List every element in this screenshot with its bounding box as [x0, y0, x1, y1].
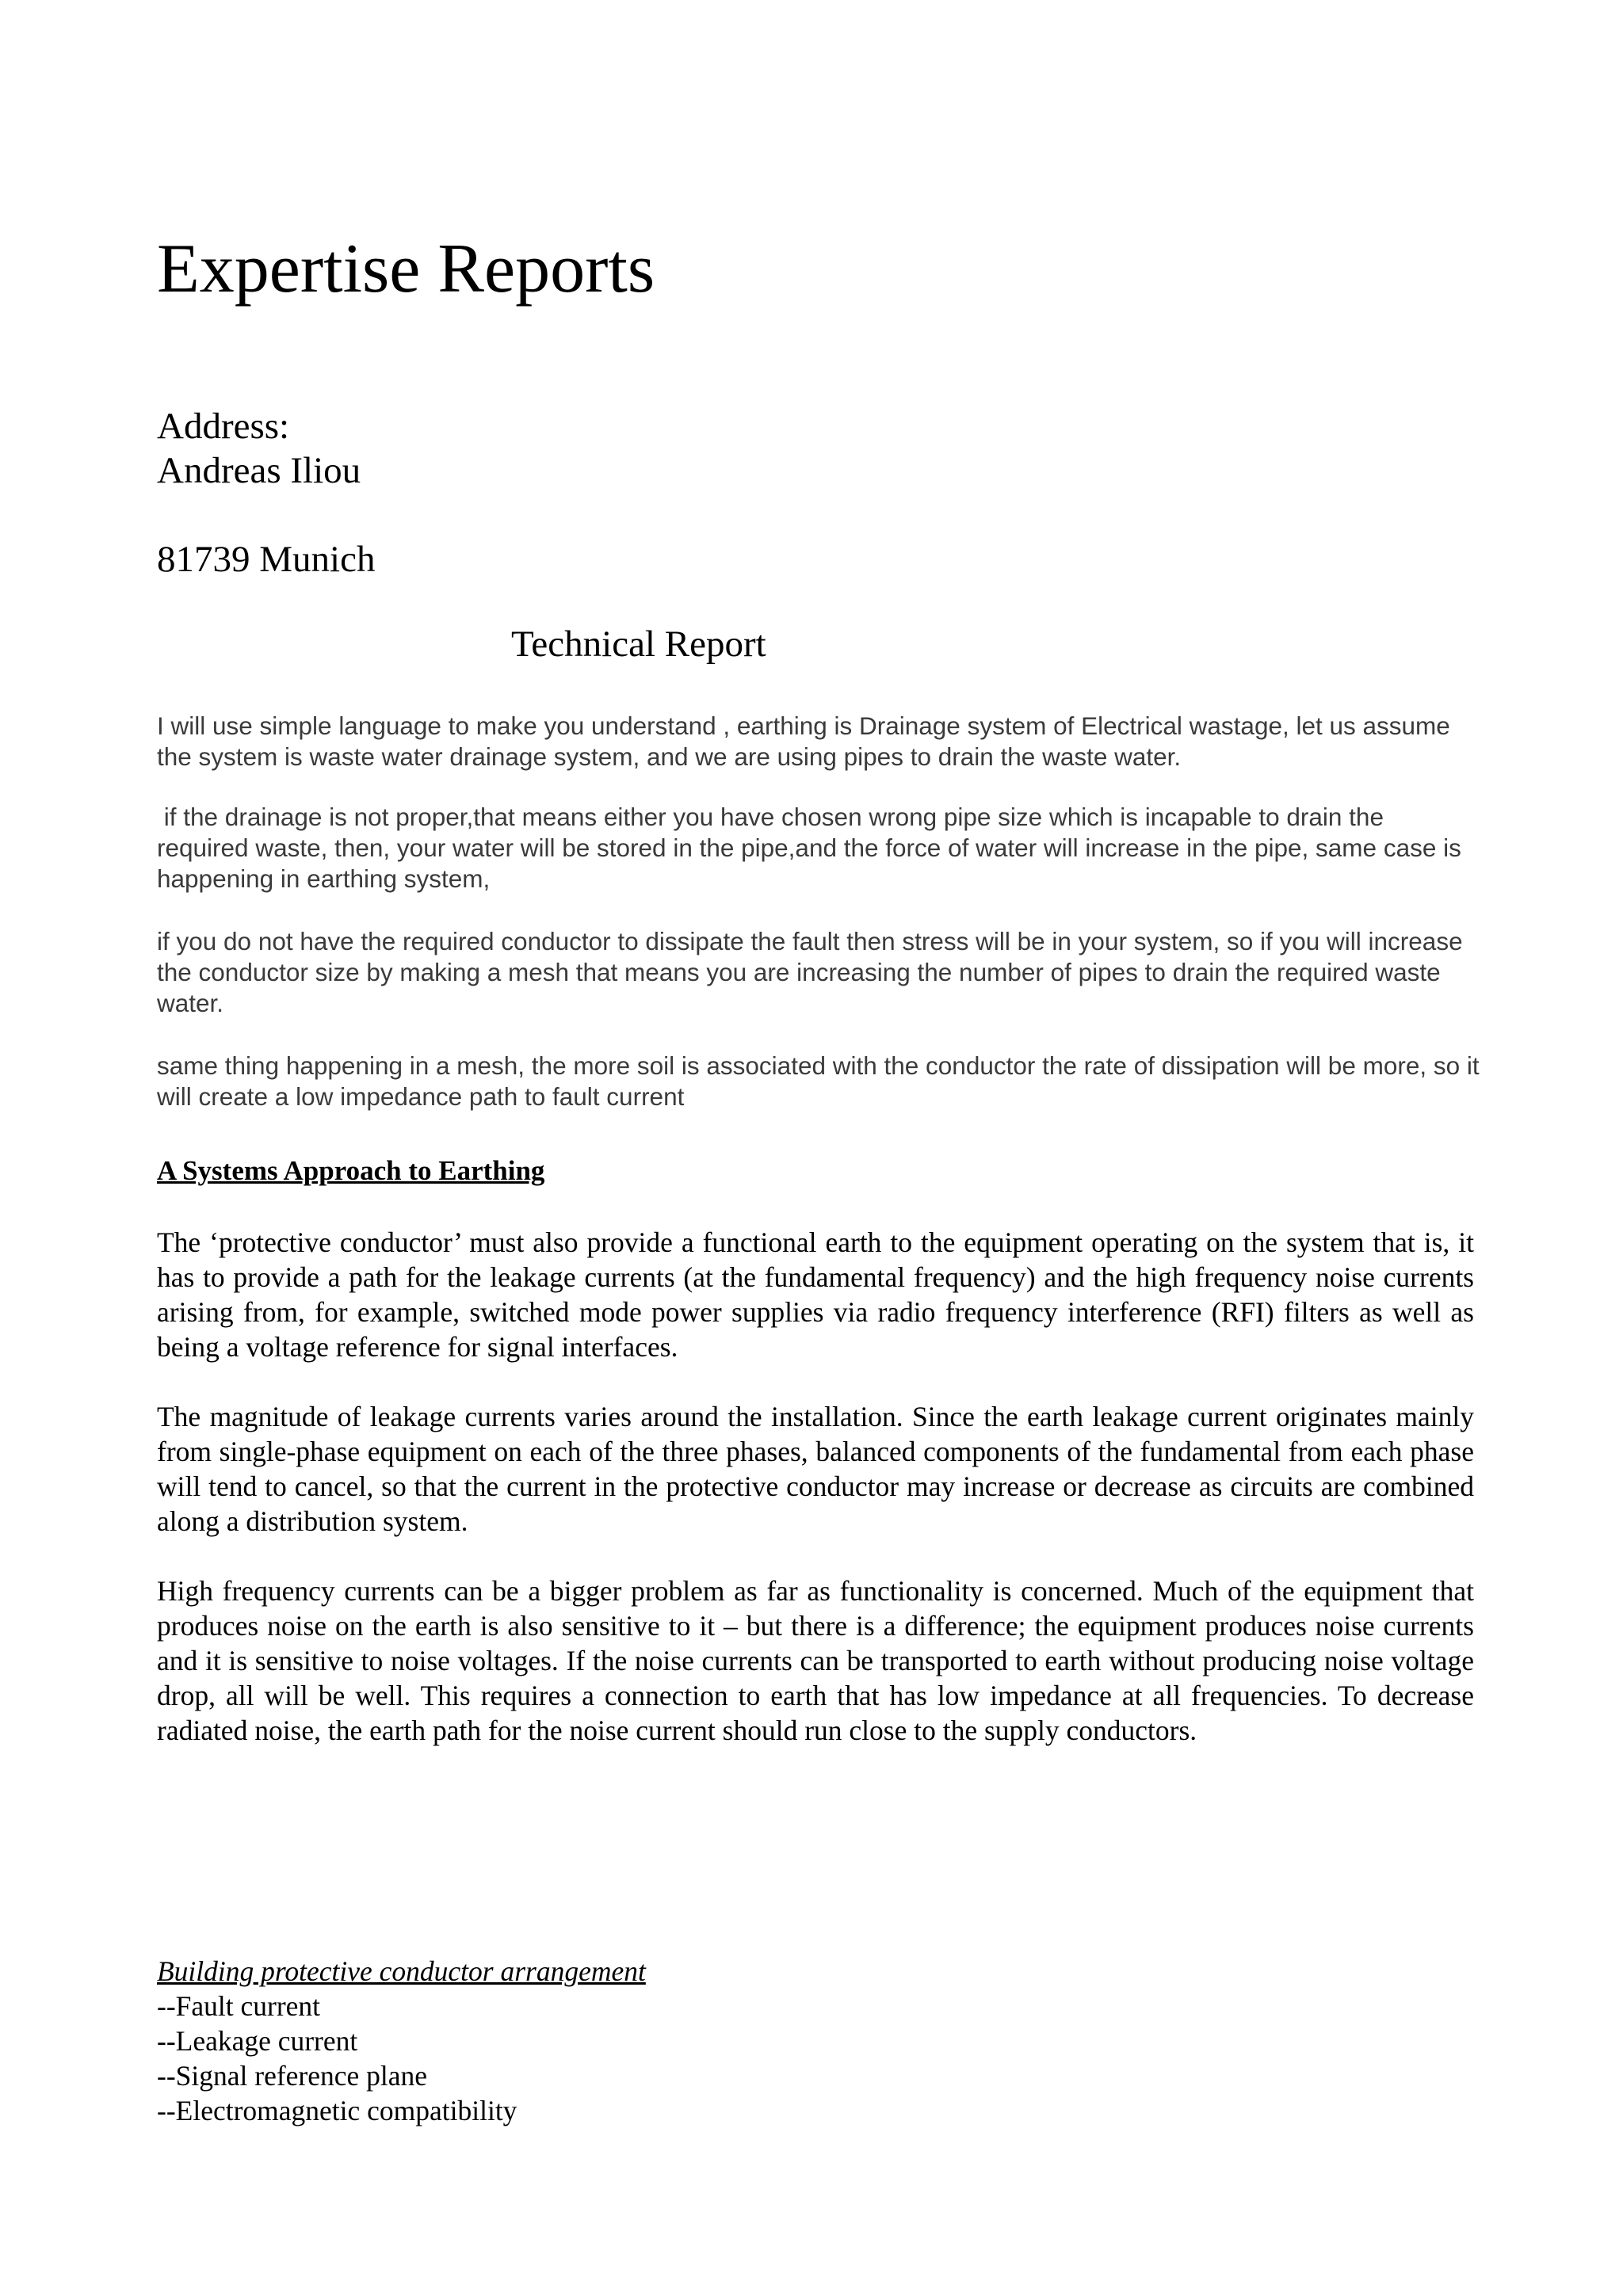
- arrangement-item: --Signal reference plane: [157, 2060, 427, 2092]
- intro-paragraph: if you do not have the required conductor to dissipate the fault then stress will be in your system, so if you will increase the conductor size by making a mesh that means you are increasing the number of pipes to drain the required waste water.: [157, 927, 1463, 1017]
- intro-paragraph: same thing happening in a mesh, the more soil is associated with the conductor the rate of dissipation will be more, so it will create a low impedance path to fault current: [157, 1051, 1480, 1111]
- section-heading: A Systems Approach to Earthing: [157, 1155, 545, 1186]
- arrangement-heading: Building protective conductor arrangement: [157, 1955, 646, 1987]
- arrangement-item: --Fault current: [157, 1990, 321, 2022]
- report-heading: Technical Report: [511, 624, 766, 665]
- arrangement-block: [157, 1954, 646, 2128]
- address-name: Andreas Iliou: [157, 450, 361, 491]
- intro-paragraph: if the drainage is not proper,that means either you have chosen wrong pipe size which is incapable to drain the required waste, then, your water will be stored in the pipe,and the force of water will increase in the pipe, same case is happening in earthing system,: [157, 803, 1468, 893]
- section-paragraph: High frequency currents can be a bigger problem as far as functionality is concerned. Much of the equipment that produces noise on the earth is also sensitive to it – but there is a difference; the equipment produces noise currents and it is sensitive to noise voltages. If the noise currents can be transported to earth without producing noise voltage drop, all will be well. This requires a connection to earth that has low impedance at all frequencies. To decrease radiated noise, the earth path for the noise current should run close to the supply conductors.: [157, 1575, 1474, 1746]
- section-paragraph: The ‘protective conductor’ must also provide a functional earth to the equipment operating on the system that is, it has to provide a path for the leakage currents (at the fundamental frequency) and the high frequency noise currents arising from, for example, switched mode power supplies via radio frequency interference (RFI) filters as well as being a voltage reference for signal interfaces.: [157, 1226, 1474, 1363]
- address-label: Address:: [157, 406, 290, 447]
- intro-paragraph: I will use simple language to make you understand , earthing is Drainage system of Electrical wastage, let us assume the system is waste water drainage system, and we are using pipes to drain the waste water.: [157, 711, 1450, 771]
- section-paragraph: The magnitude of leakage currents varies around the installation. Since the earth leakage current originates mainly from single-phase equipment on each of the three phases, balanced components of the fundamental from each phase will tend to cancel, so that the current in the protective conductor may increase or decrease as circuits are combined along a distribution system.: [157, 1401, 1474, 1537]
- document-title: Expertise Reports: [157, 231, 655, 307]
- arrangement-list: [157, 1989, 646, 2128]
- arrangement-item: --Electromagnetic compatibility: [157, 2095, 517, 2126]
- arrangement-item: --Leakage current: [157, 2025, 358, 2057]
- address-block: [157, 404, 375, 582]
- address-spacer: [157, 493, 375, 537]
- address-city: 81739 Munich: [157, 539, 376, 580]
